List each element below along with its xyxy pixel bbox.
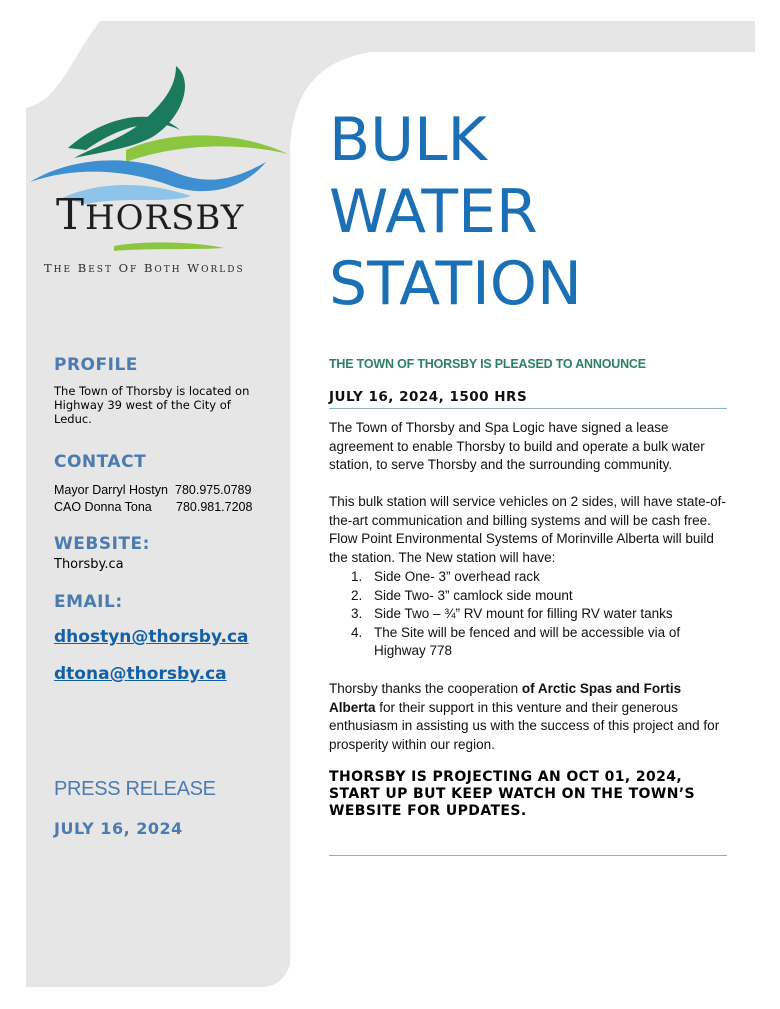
divider [329, 855, 727, 856]
thorsby-logo-icon [26, 58, 291, 283]
list-text: Side Two- 3” camlock side mount [374, 587, 573, 603]
title-line: WATER [329, 177, 538, 247]
website-heading: WEBSITE: [54, 534, 150, 554]
closing-statement: THORSBY IS PROJECTING AN OCT 01, 2024, START UP BUT KEEP WATCH ON THE TOWN’S WEBSITE FOR UPDATES. [329, 769, 696, 819]
contact-heading: CONTACT [54, 452, 147, 472]
contact-name: Mayor Darryl Hostyn [54, 483, 168, 497]
thanks-text: Thorsby thanks the cooperation [329, 681, 522, 696]
contact-cao [54, 500, 253, 514]
paragraph-lease: The Town of Thorsby and Spa Logic have signed a lease agreement to enable Thorsby to build and operate a bulk water station, to serve Thorsby and the surrounding community. [329, 420, 705, 472]
list-item [329, 587, 729, 606]
list-text: Side Two – ¾” RV mount for filling RV water tanks [374, 606, 673, 621]
list-number: 2. [351, 587, 363, 603]
press-release-date: JULY 16, 2024 [54, 819, 183, 838]
contact-mayor [54, 483, 252, 497]
contact-name: CAO Donna Tona [54, 500, 152, 514]
list-item [329, 605, 729, 624]
list-number: 4. [351, 624, 363, 640]
page-title [329, 104, 582, 320]
contact-phone: 780.975.0789 [175, 483, 252, 497]
contact-phone: 780.981.7208 [176, 500, 253, 514]
title-line: STATION [329, 249, 582, 319]
list-item [329, 624, 729, 661]
press-release-label: PRESS RELEASE [54, 778, 216, 800]
logo-underline [114, 242, 224, 251]
website-link[interactable]: Thorsby.ca [54, 557, 124, 572]
email-link-mayor[interactable]: dhostyn@thorsby.ca [54, 627, 249, 647]
paragraph-thanks [329, 680, 729, 754]
paragraph-station: This bulk station will service vehicles on 2 sides, will have state-of-the-art communication and billing systems and will be cash free. Flow Point Environmental Systems of Morinville Alberta will build the station. The New station will have: [329, 494, 726, 565]
list-item [329, 568, 729, 587]
list-number: 3. [351, 606, 363, 621]
list-number: 1. [351, 569, 363, 584]
logo-wordmark: THORSBY [56, 190, 245, 239]
list-text: The Site will be fenced and will be accessible via of Highway 778 [374, 624, 681, 658]
logo-tagline: THE BEST OF BOTH WORLDS [44, 261, 245, 275]
thanks-text-end: for their support in this venture and their generous enthusiasm in assisting us with the success of this project and for prosperity within our region. [329, 699, 720, 752]
logo-green-wave [126, 135, 288, 162]
release-date-time: JULY 16, 2024, 1500 HRS [329, 389, 528, 405]
list-text: Side One- 3” overhead rack [374, 569, 540, 584]
title-line: BULK [329, 105, 487, 175]
email-heading: EMAIL: [54, 592, 123, 612]
profile-text: The Town of Thorsby is located on Highway 39 west of the City of Leduc. [54, 384, 250, 426]
announcement-heading: THE TOWN OF THORSBY IS PLEASED TO ANNOUNCE [329, 357, 646, 371]
thanks-partners: of Arctic Spas and Fortis Alberta [329, 681, 682, 715]
divider [329, 408, 727, 409]
features-list [329, 568, 729, 661]
email-link-cao[interactable]: dtona@thorsby.ca [54, 664, 227, 684]
profile-heading: PROFILE [54, 355, 138, 375]
